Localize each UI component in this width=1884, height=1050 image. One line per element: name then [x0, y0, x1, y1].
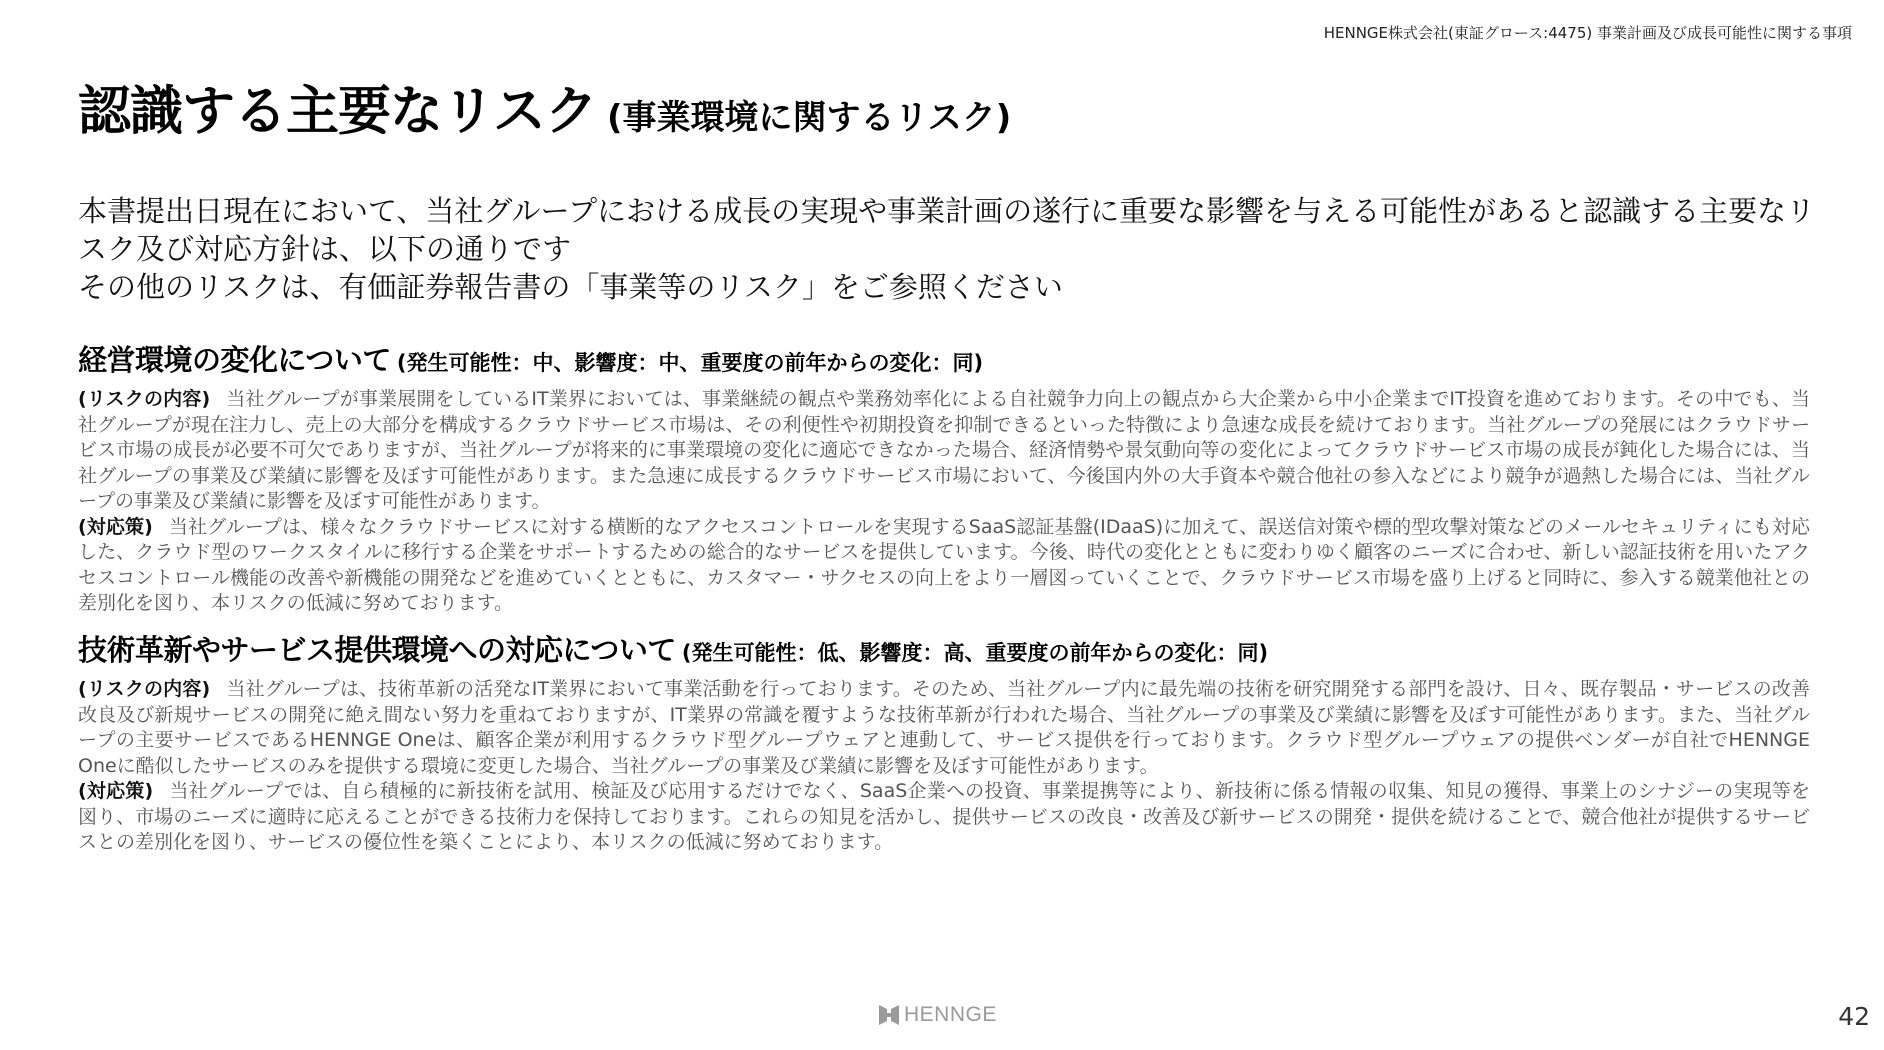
page-title-main: 認識する主要なリスク	[78, 81, 597, 142]
countermeasure-label: (対応策)	[78, 515, 153, 538]
intro-line-1: 本書提出日現在において、当社グループにおける成長の実現や事業計画の遂行に重要な影響を与える可能性があると認識する主要なリスク及び対応方針は、以下の通りです	[78, 194, 1816, 266]
risk-content-paragraph	[78, 677, 1810, 779]
document-header-note: HENNGE株式会社(東証グロース:4475) 事業計画及び成長可能性に関する事項	[1323, 24, 1852, 42]
risk-content-paragraph	[78, 387, 1810, 515]
section-heading-meta: (発生可能性：中、影響度：中、重要度の前年からの変化：同)	[396, 351, 984, 375]
section-heading	[78, 340, 1810, 385]
countermeasure-text: 当社グループでは、自ら積極的に新技術を試用、検証及び応用するだけでなく、SaaS企業への投資、事業提携等により、新技術に係る情報の収集、知見の獲得、事業上のシナジーの実現等を図り、市場のニーズに適時に応えることができる技術力を保持しております。これらの知見を活かし、提供サービスの改良・改善及び新サービスの開発・提供を続けることで、競合他社が提供するサービスとの差別化を図り、サービスの優位性を築くことにより、本リスクの低減に努めております。	[78, 780, 1810, 853]
section-heading	[78, 630, 1810, 675]
section-heading-meta: (発生可能性：低、影響度：高、重要度の前年からの変化：同)	[681, 641, 1269, 665]
henngee-logo	[878, 1003, 997, 1027]
risk-section-business-environment	[78, 340, 1810, 617]
countermeasure-label: (対応策)	[78, 780, 154, 802]
risk-content-text: 当社グループが事業展開をしているIT業界においては、事業継続の観点や業務効率化による自社競争力向上の観点から大企業から中小企業までIT投資を進めております。その中でも、当社グループが現在注力し、売上の大部分を構成するクラウドサービス市場は、その利便性や初期投資を抑制できるといった特徴により急速な成長を続けております。当社グループの発展にはクラウドサービス市場の成長が必要不可欠でありますが、当社グループが将来的に事業環境の変化に適応できなかった場合、経済情勢や景気動向等の変化によってクラウドサービス市場の成長が鈍化した場合には、当社グループの事業及び業績に影響を及ぼす可能性があります。また急速に成長するクラウドサービス市場において、今後国内外の大手資本や競合他社の参入などにより競争が過熱した場合には、当社グループの事業及び業績に影響を及ぼす可能性があります。	[78, 388, 1810, 512]
risk-content-label: (リスクの内容)	[78, 388, 211, 410]
page-title	[78, 82, 1011, 143]
countermeasure-paragraph	[78, 515, 1810, 617]
page-title-sub: (事業環境に関するリスク)	[606, 98, 1012, 138]
henngee-logo-text: HENNGE	[904, 1003, 997, 1026]
risk-content-label: (リスクの内容)	[78, 678, 211, 700]
countermeasure-text: 当社グループは、様々なクラウドサービスに対する横断的なアクセスコントロールを実現するSaaS認証基盤(IDaaS)に加えて、誤送信対策や標的型攻撃対策などのメールセキュリティにも対応した、クラウド型のワークスタイルに移行する企業をサポートするための総合的なサービスを提供しています。今後、時代の変化とともに変わりゆく顧客のニーズに合わせ、新しい認証技術を用いたアクセスコントロール機能の改善や新機能の開発などを進めていくとともに、カスタマー・サクセスの向上をより一層図っていくことで、クラウドサービス市場を盛り上げると同時に、参入する競業他社との差別化を図り、本リスクの低減に努めております。	[78, 515, 1810, 614]
intro-line-2: その他のリスクは、有価証券報告書の「事業等のリスク」をご参照ください	[78, 270, 1063, 304]
risk-content-text: 当社グループは、技術革新の活発なIT業界において事業活動を行っております。そのため、当社グループ内に最先端の技術を研究開発する部門を設け、日々、既存製品・サービスの改善改良及び新規サービスの開発に絶え間ない努力を重ねておりますが、IT業界の常識を覆すような技術革新が行われた場合、当社グループの事業及び業績に影響を及ぼす可能性があります。また、当社グループの主要サービスであるHENNGE Oneは、顧客企業が利用するクラウド型グループウェアと連動して、サービス提供を行っております。クラウド型グループウェアの提供ベンダーが自社でHENNGE Oneに酷似したサービスのみを提供する環境に変更した場合、当社グループの事業及び業績に影響を及ぼす可能性があります。	[78, 678, 1810, 777]
countermeasure-paragraph	[78, 779, 1810, 856]
henngee-logo-mark-icon	[878, 1004, 900, 1026]
page-number: 42	[1838, 1002, 1870, 1031]
section-heading-title: 経営環境の変化について	[78, 343, 391, 377]
section-heading-title: 技術革新やサービス提供環境への対応について	[78, 633, 676, 667]
risk-section-technology-innovation	[78, 630, 1810, 856]
intro-text	[78, 192, 1818, 306]
